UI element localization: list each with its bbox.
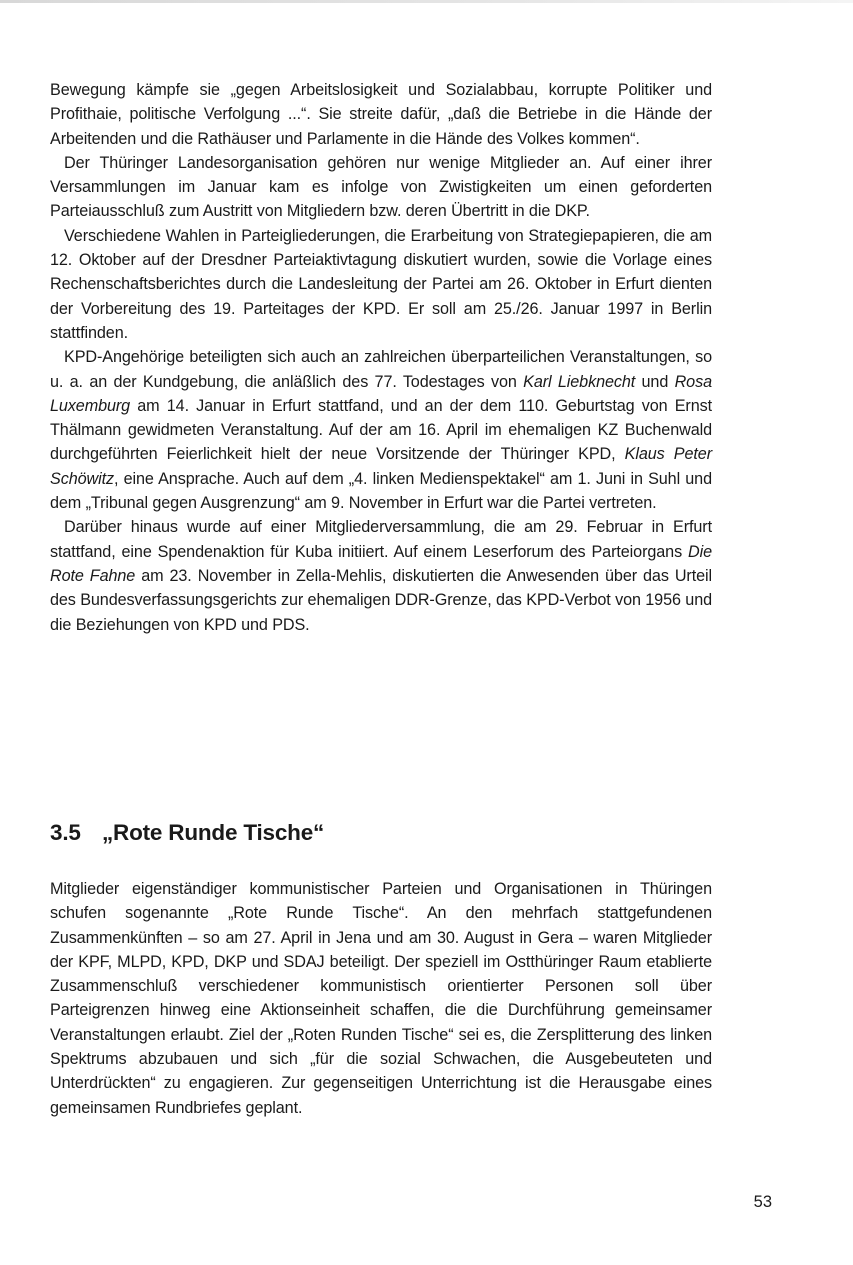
- section-number: 3.5: [50, 820, 81, 845]
- page-number: 53: [753, 1193, 772, 1211]
- section-heading: [50, 818, 324, 848]
- paragraph-5: [50, 515, 712, 636]
- publication-title: Die Rote Fahne: [50, 542, 712, 585]
- paragraph-4-text-2: und: [635, 372, 675, 391]
- section-paragraph: Mitglieder eigenständiger kommunistischer Parteien und Organisationen in Thüringen schufen sogenannte „Rote Runde Tische“. An den mehrfach stattgefundenen Zusammenkünften – so am 27. April in Jena und am 30. August in Gera – waren Mitglieder der KPF, MLPD, KPD, DKP und SDAJ beteiligt. Der speziell im Ostthüringer Raum etablierte Zusammenschluß verschiedener kommunistisch orientierter Personen soll über Parteigrenzen hinweg eine Aktionseinheit schaffen, die die Durchführung gemeinsamer Veranstaltungen erlaubt. Ziel der „Roten Runden Tische“ sei es, die Zersplitterung des linken Spektrums abzubauen und sich „für die sozial Schwachen, die Ausgebeuteten und Unterdrückten“ zu engagieren. Zur gegenseitigen Unterrichtung ist die Herausgabe eines gemeinsamen Rundbriefes geplant.: [50, 880, 712, 1117]
- paragraph-4: [50, 345, 712, 515]
- paragraph-1: Bewegung kämpfe sie „gegen Arbeitslosigkeit und Sozialabbau, korrupte Politiker und Profithaie, politische Verfolgung ...“. Sie streite dafür, „daß die Betriebe in die Hände der Arbeitenden und die Rathäuser und Parlamente in die Hände des Volkes kommen“.: [50, 81, 712, 148]
- paragraph-3: Verschiedene Wahlen in Parteigliederungen, die Erarbeitung von Strategiepapieren, die am 12. Oktober auf der Dresdner Parteiaktivtagung diskutiert wurden, sowie die Vorlage eines Rechenschaftsberichtes durch die Landesleitung der Partei am 26. Oktober in Erfurt dienten der Vorbereitung des 19. Parteitages der KPD. Er soll am 25./26. Januar 1997 in Berlin stattfinden.: [50, 226, 712, 342]
- section-title: „Rote Runde Tische“: [102, 820, 325, 845]
- section-body: [50, 877, 712, 1120]
- name-rosa-luxemburg: Rosa Luxemburg: [50, 372, 712, 415]
- top-edge-rule: [0, 0, 853, 3]
- paragraph-4-text-1: KPD-Angehörige beteiligten sich auch an zahlreichen überparteilichen Veranstaltungen, so u. a. an der Kundgebung, die anläßlich des 77. Todestages von: [50, 348, 712, 391]
- name-karl-liebknecht: Karl Liebknecht: [523, 372, 636, 391]
- paragraph-2: Der Thüringer Landesorganisation gehören nur wenige Mitglieder an. Auf einer ihrer Versammlungen im Januar kam es infolge von Zwistigkeiten um einen geforderten Parteiausschluß zum Austritt von Mitgliedern bzw. deren Übertritt in die DKP.: [50, 153, 712, 221]
- paragraph-5-text-2: am 23. November in Zella-Mehlis, diskutierten die Anwesenden über das Urteil des Bundesverfassungsgerichts zur ehemaligen DDR-Grenze, das KPD-Verbot von 1956 und die Beziehungen von KPD und PDS.: [50, 566, 713, 634]
- paragraph-5-text-1: Darüber hinaus wurde auf einer Mitgliederversammlung, die am 29. Februar in Erfurt stattfand, eine Spendenaktion für Kuba initiiert. Auf einem Leserforum des Parteiorgans: [50, 518, 712, 561]
- paragraph-4-text-3: am 14. Januar in Erfurt stattfand, und an der dem 110. Geburtstag von Ernst Thälmann gewidmeten Veranstaltung. Auf der am 16. April im ehemaligen KZ Buchenwald durchgeführten Feierlichkeit hielt der neue Vorsitzende der Thüringer KPD,: [50, 396, 712, 464]
- paragraph-4-text-4: , eine Ansprache. Auch auf dem „4. linken Medienspektakel“ am 1. Juni in Suhl und dem „Tribunal gegen Ausgrenzung“ am 9. November in Erfurt war die Partei vertreten.: [50, 469, 712, 513]
- body-text: [50, 78, 712, 637]
- name-klaus-peter-schoewitz: Klaus Peter Schöwitz: [50, 445, 712, 488]
